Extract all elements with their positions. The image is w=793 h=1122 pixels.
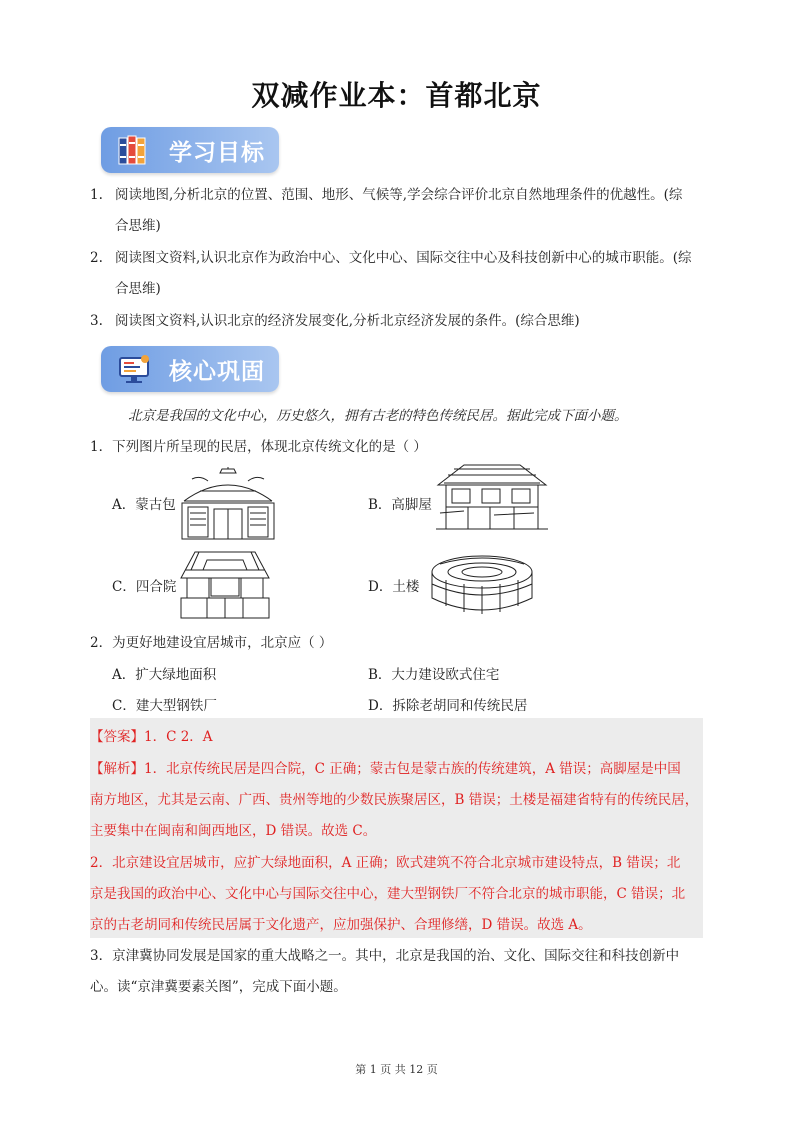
books-icon (113, 128, 157, 172)
question-stem: 3．京津冀协同发展是国家的重大战略之一。其中，北京是我国的治、文化、国际交往和科技创新中 (90, 948, 680, 964)
option-b[interactable]: B．大力建设欧式住宅 (368, 667, 500, 683)
analysis-line (90, 760, 681, 778)
analysis-text: 2．北京建设宜居城市，应扩大绿地面积，A 正确；欧式建筑不符合北京城市建设特点，B 错误；北 (90, 855, 681, 871)
option-c[interactable]: C．建大型钢铁厂 (112, 698, 217, 714)
goal-text: 合思维) (115, 281, 161, 297)
tulou-image (426, 550, 538, 620)
goal-text: 阅读图文资料,认识北京作为政治中心、文化中心、国际交往中心及科技创新中心的城市职能。(综 (115, 250, 692, 266)
question-stem: 1．下列图片所呈现的民居，体现北京传统文化的是（ ） (90, 439, 427, 455)
analysis-tag: 【解析】 (90, 761, 144, 777)
analysis-text: 京是我国的政治中心、文化中心与国际交往中心，建大型钢铁厂不符合北京的城市职能，C 错误；北 (90, 886, 686, 902)
question-stem: 心。读“京津冀要素关图”，完成下面小题。 (90, 979, 347, 995)
stilt-house-image (434, 463, 550, 533)
option-a[interactable]: A．扩大绿地面积 (112, 667, 217, 683)
option-a[interactable]: A．蒙古包 (112, 497, 176, 513)
option-c[interactable]: C．四合院 (112, 579, 177, 595)
option-b[interactable]: B．高脚屋 (368, 497, 432, 513)
computer-icon (113, 347, 157, 391)
option-d[interactable]: D．拆除老胡同和传统民居 (368, 698, 528, 714)
material-intro: 北京是我国的文化中心，历史悠久，拥有古老的特色传统民居。据此完成下面小题。 (128, 408, 628, 424)
goal-number: 3. (90, 313, 103, 329)
section-badge-core (101, 346, 279, 392)
analysis-text: 主要集中在闽南和闽西地区，D 错误。故选 C。 (90, 823, 377, 839)
question-stem: 2．为更好地建设宜居城市，北京应（ ） (90, 635, 333, 651)
siheyuan-image (177, 548, 273, 620)
section-label: 核心巩固 (169, 358, 265, 385)
answer-text: 1．C 2．A (144, 729, 213, 745)
page-title: 双减作业本：首都北京 (251, 79, 542, 112)
goal-text: 合思维) (115, 218, 161, 234)
option-d[interactable]: D．土楼 (368, 579, 420, 595)
section-label: 学习目标 (169, 139, 265, 166)
answer-tag: 【答案】 (90, 729, 144, 745)
yurt-image (180, 467, 276, 543)
answer-line (90, 728, 213, 746)
goal-text: 阅读地图,分析北京的位置、范围、地形、气候等,学会综合评价北京自然地理条件的优越性。(综 (115, 187, 683, 203)
section-badge-goals (101, 127, 279, 173)
goal-text: 阅读图文资料,认识北京的经济发展变化,分析北京经济发展的条件。(综合思维) (115, 313, 580, 329)
analysis-text: 1．北京传统民居是四合院，C 正确；蒙古包是蒙古族的传统建筑，A 错误；高脚屋是中国 (144, 761, 681, 777)
goal-number: 1. (90, 187, 103, 203)
analysis-text: 京的古老胡同和传统民居属于文化遗产，应加强保护、合理修缮，D 错误。故选 A。 (90, 917, 592, 933)
goal-number: 2. (90, 250, 103, 266)
page-footer: 第 1 页 共 12 页 (355, 1063, 438, 1076)
analysis-text: 南方地区，尤其是云南、广西、贵州等地的少数民族聚居区，B 错误；土楼是福建省特有的传统民居， (90, 792, 699, 808)
